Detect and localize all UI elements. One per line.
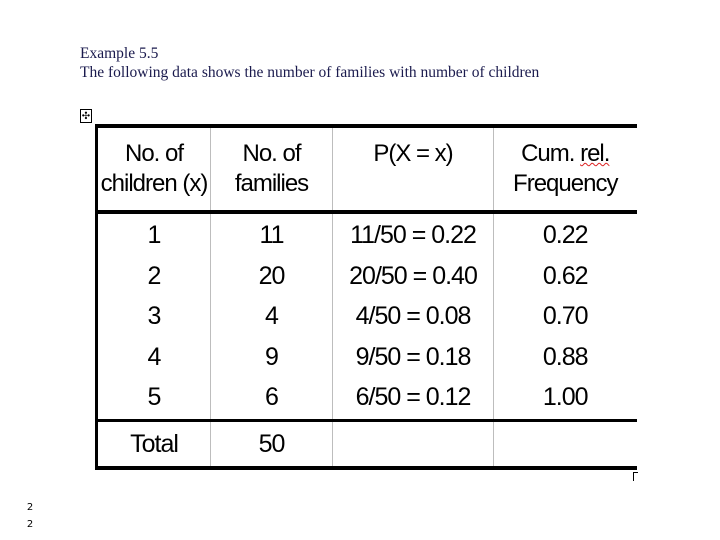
slide-number: 2 2: [26, 502, 34, 530]
header-probability: P(X = x): [333, 126, 494, 212]
cumulative-values: 0.22 0.62 0.70 0.88 1.00: [542, 221, 588, 411]
probability-values: 11/50 = 0.22 20/50 = 0.40 4/50 = 0.08 9/50 = 0.18 6/50 = 0.12: [333, 212, 494, 420]
total-cumulative-empty: [494, 420, 637, 468]
header-cumulative: Cum. rel. Frequency: [494, 126, 637, 212]
table-move-handle-icon[interactable]: ✣: [81, 111, 91, 122]
table-header-row: [97, 126, 637, 212]
example-heading: [80, 44, 539, 82]
total-label: Total: [97, 420, 211, 468]
children-values: 1 2 3 4 5: [97, 212, 211, 420]
families-values: 11 20 4 9 6: [211, 212, 333, 420]
total-families: 50: [211, 420, 333, 468]
distribution-table-container: [95, 124, 635, 470]
table-resize-handle[interactable]: [633, 472, 638, 481]
table-row: [97, 212, 637, 420]
total-row: [97, 420, 637, 468]
spellcheck-underline: rel.: [580, 140, 610, 167]
example-title: Example 5.5: [80, 45, 159, 62]
example-description: The following data shows the number of families with number of children: [80, 64, 540, 81]
distribution-table: [95, 124, 637, 470]
total-probability-empty: [333, 420, 494, 468]
header-families: No. of families: [211, 126, 333, 212]
header-children: No. of children (x): [97, 126, 211, 212]
